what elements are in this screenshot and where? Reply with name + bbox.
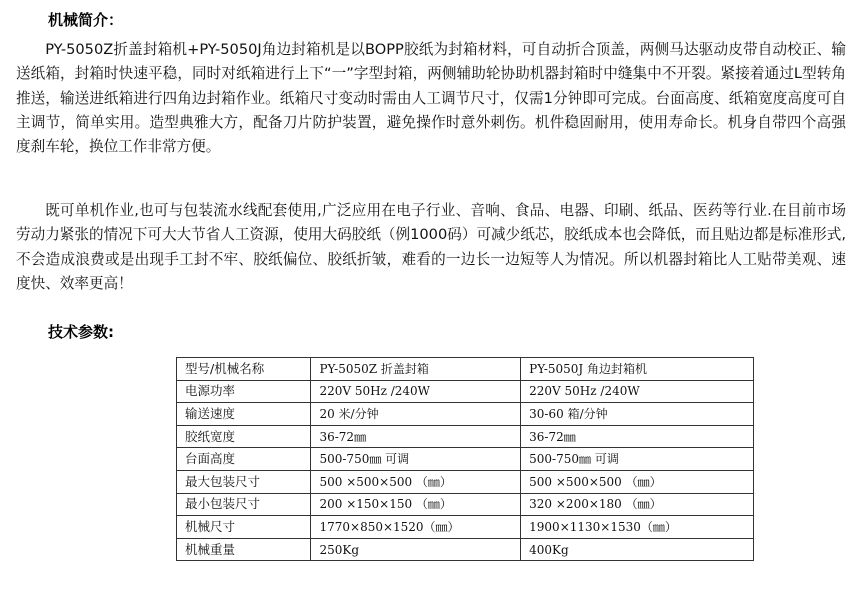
spec-label: 最大包装尺寸 [177,470,311,493]
spec-value-j: 320 ×200×180 （㎜） [521,493,754,516]
spec-row-speed [177,403,754,426]
spec-value-z: 250Kg [311,538,521,561]
spec-value-j: 500-750㎜ 可调 [521,448,754,471]
spec-row-weight [177,538,754,561]
spec-row-table-height [177,448,754,471]
spec-row-tape-width [177,425,754,448]
spec-label: 输送速度 [177,403,311,426]
spec-heading: 技术参数: [48,323,114,341]
spec-value-z: 500-750㎜ 可调 [311,448,521,471]
spec-value-j: 220V 50Hz /240W [521,380,754,403]
spec-value-z: 1770×850×1520（㎜） [311,516,521,539]
spec-value-z: 220V 50Hz /240W [311,380,521,403]
spec-label: 最小包装尺寸 [177,493,311,516]
spec-label: 型号/机械名称 [177,358,311,381]
spec-table [176,357,754,561]
intro-heading: 机械简介： [48,11,124,29]
spec-row-power [177,380,754,403]
spec-label: 机械重量 [177,538,311,561]
spec-label: 机械尺寸 [177,516,311,539]
spec-value-z: 500 ×500×500 （㎜） [311,470,521,493]
spec-row-machine-size [177,516,754,539]
spec-label: 台面高度 [177,448,311,471]
spec-value-z: 20 米/分钟 [311,403,521,426]
intro-paragraph-2: 既可单机作业,也可与包装流水线配套使用,广泛应用在电子行业、音响、食品、电器、印刷、纸品、医药等行业.在目前市场劳动力紧张的情况下可大大节省人工资源，使用大码胶纸（例1000码）可减少纸芯，胶纸成本也会降低，而且贴边都是标准形式,不会造成浪费或是出现手工封不牢、胶纸偏位、胶纸折皱，难看的一边长一边短等人为情况。所以机器封箱比人工贴带美观、速度快、效率更高！ [16,202,846,292]
spec-value-j: 30-60 箱/分钟 [521,403,754,426]
spec-value-j: 36-72㎜ [521,425,754,448]
spec-value-j: 500 ×500×500 （㎜） [521,470,754,493]
spec-label: 胶纸宽度 [177,425,311,448]
spec-value-j: 400Kg [521,538,754,561]
spec-value-z: 36-72㎜ [311,425,521,448]
spec-value-j: 1900×1130×1530（㎜） [521,516,754,539]
spec-value-z: PY-5050Z 折盖封箱 [311,358,521,381]
spec-row-model [177,358,754,381]
intro-paragraph-1: PY-5050Z折盖封箱机+PY-5050J角边封箱机是以BOPP胶纸为封箱材料，可自动折合顶盖，两侧马达驱动皮带自动校正、输送纸箱，封箱时快速平稳，同时对纸箱进行上下“一”字型封箱，两侧辅助轮协助机器封箱时中缝集中不开裂。紧接着通过L型转角推送，输送进纸箱进行四角边封箱作业。纸箱尺寸变动时需由人工调节尺寸，仅需1分钟即可完成。台面高度、纸箱宽度高度可自主调节，简单实用。造型典雅大方，配备刀片防护装置，避免操作时意外刺伤。机件稳固耐用，使用寿命长。机身自带四个高强度刹车轮，换位工作非常方便。 [16,41,846,156]
spec-value-z: 200 ×150×150 （㎜） [311,493,521,516]
spec-label: 电源功率 [177,380,311,403]
spec-row-min-size [177,493,754,516]
spec-row-max-size [177,470,754,493]
spec-value-j: PY-5050J 角边封箱机 [521,358,754,381]
